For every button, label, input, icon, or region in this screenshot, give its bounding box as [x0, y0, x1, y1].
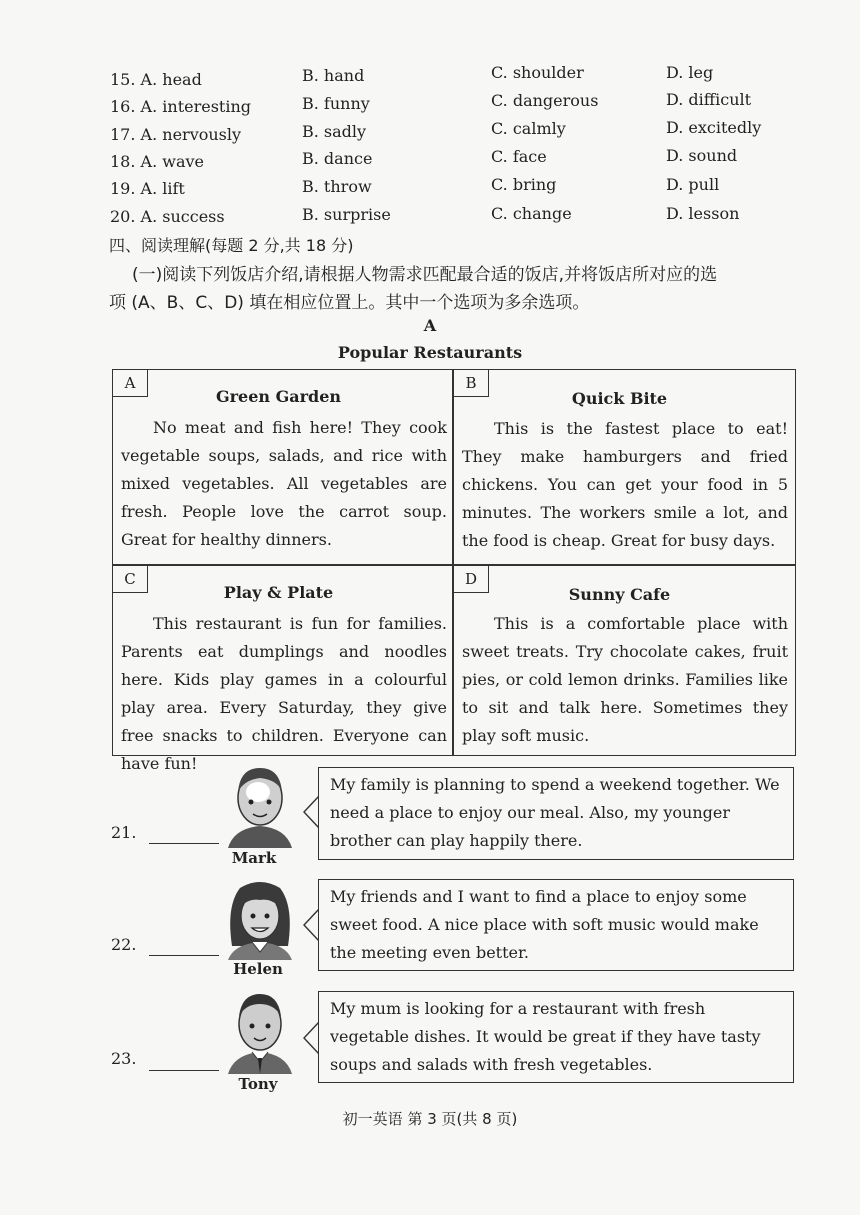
speech-bubble: My friends and I want to find a place to enjoy some sweet food. A nice place with soft music would make the meeting even better.	[318, 879, 794, 971]
girl-portrait-icon	[218, 876, 302, 960]
restaurant-card-b	[454, 370, 788, 564]
passage-title: Popular Restaurants	[337, 343, 523, 362]
option-row-17	[110, 125, 241, 144]
option-d: D. leg	[666, 63, 714, 82]
option-a: A. wave	[140, 152, 205, 171]
question-number: 16.	[110, 97, 136, 116]
option-row-18	[110, 152, 204, 171]
option-b: B. funny	[302, 94, 370, 113]
question-number: 17.	[110, 125, 136, 144]
option-c: C. bring	[491, 175, 557, 194]
option-a: A. success	[140, 207, 225, 226]
restaurant-name: Quick Bite	[571, 389, 668, 408]
restaurant-description: This restaurant is fun for families. Parents eat dumplings and noodles here. Kids play games in a colourful play area. Every Saturday, they give free snacks to children. Everyone can have fun!	[121, 614, 447, 773]
option-a: A. interesting	[140, 97, 252, 116]
question-number: 22.	[111, 935, 137, 954]
answer-blank[interactable]	[149, 842, 219, 844]
restaurant-letter: D	[454, 566, 489, 593]
option-b: B. sadly	[302, 122, 367, 141]
instruction-line-1: (一)阅读下列饭店介绍,请根据人物需求匹配最合适的饭店,并将饭店所对应的选	[132, 265, 718, 285]
option-d: D. pull	[666, 175, 720, 194]
restaurant-card-d	[454, 566, 788, 756]
option-d: D. sound	[666, 146, 738, 165]
option-c: C. change	[491, 204, 572, 223]
option-b: B. surprise	[302, 205, 391, 224]
option-d: D. lesson	[666, 204, 740, 223]
question-number: 23.	[111, 1049, 137, 1068]
option-row-19	[110, 179, 185, 198]
question-number: 18.	[110, 152, 136, 171]
option-c: C. face	[491, 147, 547, 166]
instruction-line-2: 项 (A、B、C、D) 填在相应位置上。其中一个选项为多余选项。	[109, 293, 590, 313]
boy-portrait-icon	[220, 988, 300, 1074]
option-a: A. lift	[140, 179, 185, 198]
restaurant-table	[112, 369, 796, 773]
option-d: D. difficult	[666, 90, 752, 109]
passage-letter: A	[423, 316, 437, 335]
answer-blank[interactable]	[149, 1069, 219, 1071]
restaurant-description: No meat and fish here! They cook vegetable soups, salads, and rice with mixed vegetables. All vegetables are fresh. People love the carrot soup. Great for healthy dinners.	[121, 418, 447, 549]
person-name: Tony	[238, 1075, 278, 1093]
restaurant-name: Play & Plate	[223, 583, 334, 602]
option-row-15	[110, 70, 202, 89]
question-number: 15.	[110, 70, 136, 89]
restaurant-name: Sunny Cafe	[568, 585, 671, 604]
speech-bubble: My mum is looking for a restaurant with fresh vegetable dishes. It would be great if they have tasty soups and salads with fresh vegetables.	[318, 991, 794, 1083]
question-number: 19.	[110, 179, 136, 198]
option-b: B. hand	[302, 66, 365, 85]
page-footer: 初一英语 第 3 页(共 8 页)	[342, 1110, 518, 1128]
restaurant-description: This is the fastest place to eat! They make hamburgers and fried chickens. You can get your food in 5 minutes. The workers smile a lot, and the food is cheap. Great for busy days.	[462, 419, 788, 550]
restaurant-card-c	[113, 566, 447, 773]
option-c: C. shoulder	[491, 63, 584, 82]
option-c: C. calmly	[491, 119, 566, 138]
option-d: D. excitedly	[666, 118, 762, 137]
restaurant-letter: B	[454, 370, 489, 397]
person-name: Mark	[231, 849, 277, 867]
option-b: B. throw	[302, 177, 372, 196]
option-a: A. head	[140, 70, 202, 89]
restaurant-description: This is a comfortable place with sweet treats. Try chocolate cakes, fruit pies, or cold lemon drinks. Families like to sit and talk here. Sometimes they play soft music.	[462, 614, 788, 745]
answer-blank[interactable]	[149, 954, 219, 956]
question-number: 20.	[110, 207, 136, 226]
question-number: 21.	[111, 823, 137, 842]
boy-portrait-icon	[220, 762, 300, 848]
option-row-20	[110, 207, 225, 226]
option-a: A. nervously	[140, 125, 242, 144]
restaurant-letter: C	[113, 566, 148, 593]
restaurant-letter: A	[113, 370, 148, 397]
restaurant-card-a	[113, 370, 447, 564]
option-c: C. dangerous	[491, 91, 599, 110]
option-b: B. dance	[302, 149, 373, 168]
option-row-16	[110, 97, 251, 116]
person-name: Helen	[233, 960, 283, 978]
speech-bubble: My family is planning to spend a weekend together. We need a place to enjoy our meal. Also, my younger brother can play happily there.	[318, 767, 794, 860]
restaurant-name: Green Garden	[215, 387, 342, 406]
section-title: 四、阅读理解(每题 2 分,共 18 分)	[109, 236, 354, 255]
